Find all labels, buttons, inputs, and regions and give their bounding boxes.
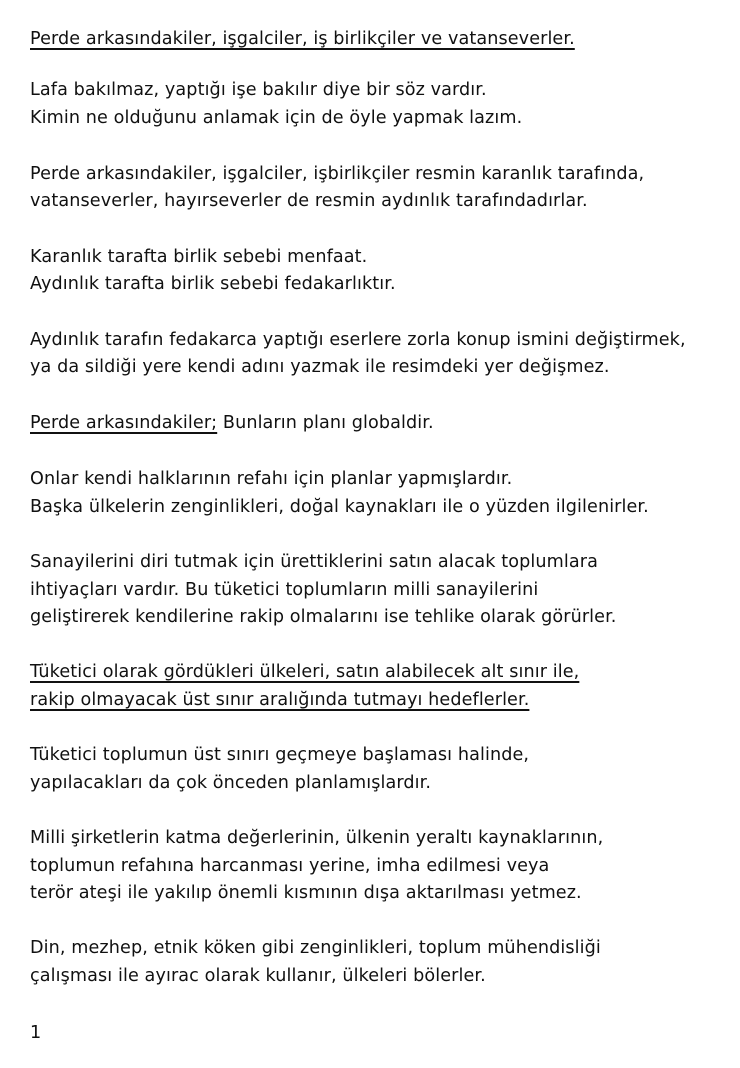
paragraph-4-line-2: ya da sildiği yere kendi adını yazmak ile resimdeki yer değişmez.	[30, 357, 610, 377]
paragraph-7-line-3: geliştirerek kendilerine rakip olmalarını ise tehlike olarak görürler.	[30, 607, 617, 627]
document-title: Perde arkasındakiler, işgalciler, iş birlikçiler ve vatanseverler.	[30, 29, 575, 49]
paragraph-7-line-1: Sanayilerini diri tutmak için ürettiklerini satın alacak toplumlara	[30, 552, 598, 572]
paragraph-9-line-2: yapılacakları da çok önceden planlamışlardır.	[30, 773, 432, 793]
paragraph-9-line-1: Tüketici toplumun üst sınırı geçmeye başlaması halinde,	[30, 745, 530, 765]
paragraph-3-line-1: Karanlık tarafta birlik sebebi menfaat.	[30, 247, 368, 267]
page-number: 1	[30, 1023, 42, 1043]
paragraph-5-rest: Bunların planı globaldir.	[217, 413, 434, 433]
paragraph-2-line-1: Perde arkasındakiler, işgalciler, işbirlikçiler resmin karanlık tarafında,	[30, 164, 645, 184]
paragraph-6-line-2: Başka ülkelerin zenginlikleri, doğal kaynakları ile o yüzden ilgilenirler.	[30, 497, 649, 517]
paragraph-5-underlined-lead: Perde arkasındakiler;	[30, 413, 218, 433]
paragraph-11-line-1: Din, mezhep, etnik köken gibi zenginlikleri, toplum mühendisliği	[30, 938, 601, 958]
paragraph-10-line-2: toplumun refahına harcanması yerine, imha edilmesi veya	[30, 856, 550, 876]
paragraph-6-line-1: Onlar kendi halklarının refahı için planlar yapmışlardır.	[30, 469, 513, 489]
paragraph-4-line-1: Aydınlık tarafın fedakarca yaptığı eserlere zorla konup ismini değiştirmek,	[30, 330, 686, 350]
paragraph-1-line-1: Lafa bakılmaz, yaptığı işe bakılır diye bir söz vardır.	[30, 80, 487, 100]
paragraph-7-line-2: ihtiyaçları vardır. Bu tüketici toplumların milli sanayilerini	[30, 580, 539, 600]
paragraph-2-line-2: vatanseverler, hayırseverler de resmin aydınlık tarafındadırlar.	[30, 191, 588, 211]
paragraph-1-line-2: Kimin ne olduğunu anlamak için de öyle yapmak lazım.	[30, 108, 523, 128]
paragraph-5	[30, 412, 434, 434]
paragraph-10-line-1: Milli şirketlerin katma değerlerinin, ülkenin yeraltı kaynaklarının,	[30, 828, 604, 848]
paragraph-8-line-2: rakip olmayacak üst sınır aralığında tutmayı hedeflerler.	[30, 690, 530, 710]
paragraph-3-line-2: Aydınlık tarafta birlik sebebi fedakarlıktır.	[30, 274, 396, 294]
paragraph-8-line-1: Tüketici olarak gördükleri ülkeleri, satın alabilecek alt sınır ile,	[30, 662, 580, 682]
paragraph-10-line-3: terör ateşi ile yakılıp önemli kısmının dışa aktarılması yetmez.	[30, 883, 582, 903]
paragraph-11-line-2: çalışması ile ayırac olarak kullanır, ülkeleri bölerler.	[30, 966, 486, 986]
